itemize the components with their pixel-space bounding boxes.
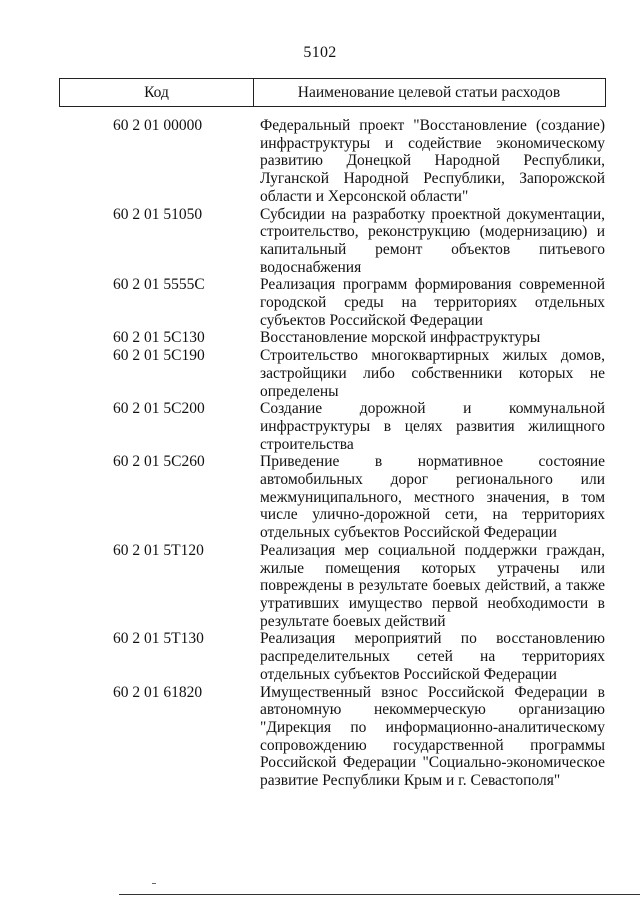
row-code: 60 2 01 5T120	[113, 541, 204, 559]
table-row	[59, 542, 606, 631]
row-code: 60 2 01 5C260	[113, 453, 205, 471]
table-header	[59, 78, 606, 107]
row-code: 60 2 01 5T130	[113, 630, 204, 648]
row-code: 60 2 01 5C130	[113, 329, 205, 347]
table-row	[59, 400, 606, 453]
row-name: Субсидии на разработку проектной документации, строительство, реконструкцию (модернизацию) и капитальный ремонт объектов питьевого водоснабжения	[260, 205, 605, 276]
row-name: Реализация мер социальной поддержки граждан, жилые помещения которых утрачены или повреждены в результате боевых действий, а также утративших имущество первой необходимости в результате боевых действий	[260, 541, 605, 630]
row-code: 60 2 01 5C190	[113, 347, 205, 365]
row-name: Создание дорожной и коммунальной инфраструктуры в целях развития жилищного строительства	[260, 400, 605, 453]
row-name: Реализация мероприятий по восстановлению распределительных сетей на территориях отдельных субъектов Российской Федерации	[260, 630, 605, 683]
row-name: Приведение в нормативное состояние автомобильных дорог регионального или межмуниципального, местного значения, в том числе улично-дорожной сети, на территориях отдельных субъектов Российской Федерации	[260, 453, 605, 542]
row-name: Строительство многоквартирных жилых домов, застройщики либо собственники которых не определены	[260, 347, 605, 400]
table-body	[59, 117, 606, 790]
row-name: Восстановление морской инфраструктуры	[260, 329, 541, 347]
table-row	[59, 276, 606, 329]
row-name: Имущественный взнос Российской Федерации в автономную некоммерческую организацию "Дирекция по информационно-аналитическому сопровождению государственной программы Российской Федерации "Социально-экономическое развитие Республики Крым и г. Севастополя"	[260, 683, 605, 790]
row-name: Реализация программ формирования современной городской среды на территориях отдельных субъектов Российской Федерации	[260, 276, 605, 329]
row-code: 60 2 01 5555C	[113, 276, 205, 294]
row-code: 60 2 01 51050	[113, 205, 203, 223]
table-row	[59, 630, 606, 683]
row-name: Федеральный проект "Восстановление (создание) инфраструктуры и содействие экономическому развитию Донецкой Народной Республики, Луганской Народной Республики, Запорожской области и Херсонской области"	[260, 117, 605, 205]
row-code: 60 2 01 61820	[113, 683, 203, 701]
table-row	[59, 684, 606, 790]
table-row	[59, 329, 606, 347]
row-code: 60 2 01 5C200	[113, 400, 205, 418]
table-row	[59, 206, 606, 277]
header-name: Наименование целевой статьи расходов	[297, 83, 561, 101]
scan-mark	[152, 883, 156, 884]
header-code: Код	[60, 79, 254, 106]
page-number: 5102	[303, 44, 337, 61]
table-row	[59, 117, 606, 206]
table-row	[59, 347, 606, 400]
row-code: 60 2 01 00000	[113, 117, 203, 134]
bottom-rule	[119, 894, 640, 895]
table-row	[59, 453, 606, 542]
